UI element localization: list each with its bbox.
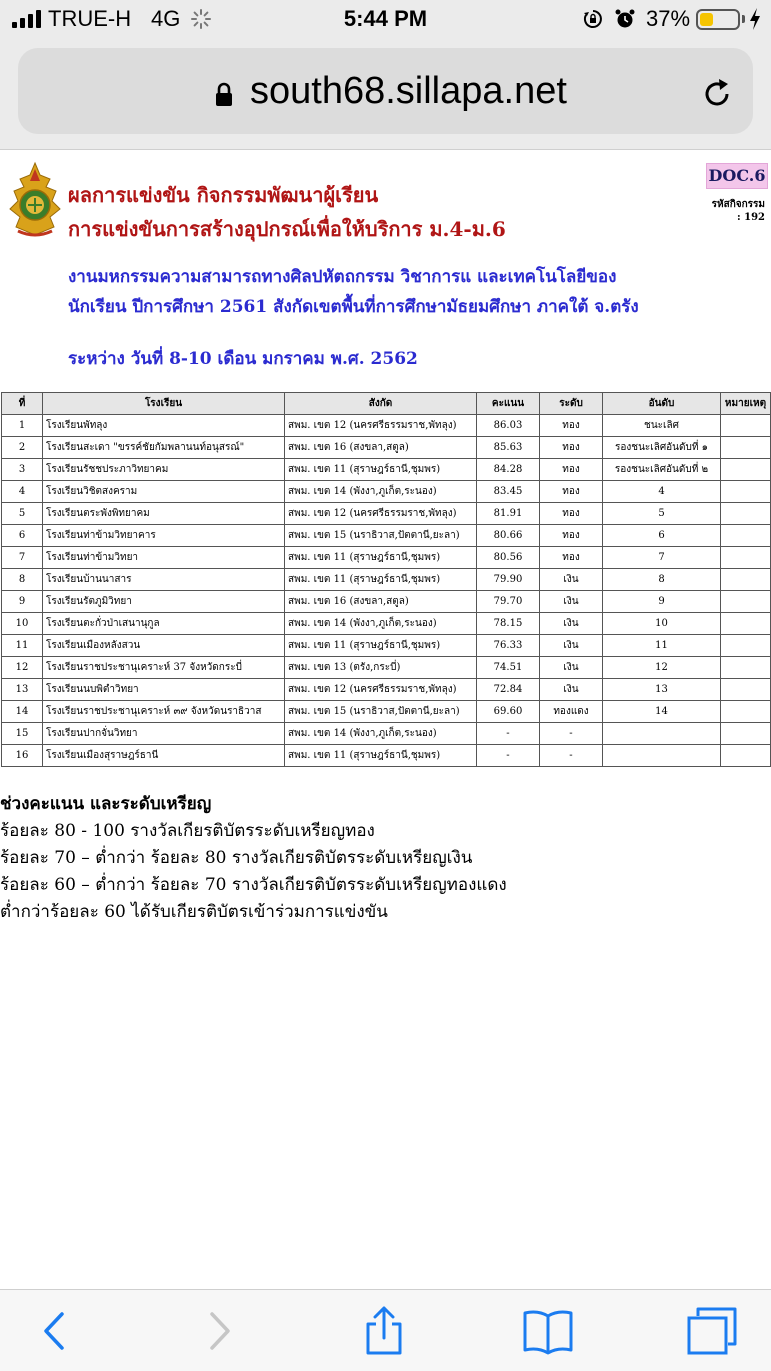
cell-level: -: [540, 745, 603, 767]
cell-score: 78.15: [477, 613, 540, 635]
table-row: [2, 723, 771, 745]
cell-school: โรงเรียนนบพิตำวิทยา: [43, 679, 285, 701]
cell-affiliation: สพม. เขต 11 (สุราษฎร์ธานี,ชุมพร): [285, 745, 477, 767]
cell-school: โรงเรียนราชประชานุเคราะห์ ๓๙ จังหวัดนราธิวาส: [43, 701, 285, 723]
forward-icon[interactable]: [192, 1306, 244, 1356]
address-bar[interactable]: [18, 48, 753, 134]
cell-school: โรงเรียนสะเดา "ขรรค์ชัยกัมพลานนท์อนุสรณ์": [43, 437, 285, 459]
cell-affiliation: สพม. เขต 14 (พังงา,ภูเก็ต,ระนอง): [285, 481, 477, 503]
cell-affiliation: สพม. เขต 11 (สุราษฎร์ธานี,ชุมพร): [285, 459, 477, 481]
activity-code-label: รหัสกิจกรรม: [711, 199, 765, 210]
header-score: คะแนน: [477, 393, 540, 415]
cell-school: โรงเรียนท่าข้ามวิทยาคาร: [43, 525, 285, 547]
cell-remarks: [721, 525, 771, 547]
header-school: โรงเรียน: [43, 393, 285, 415]
cell-remarks: [721, 503, 771, 525]
cell-affiliation: สพม. เขต 16 (สงขลา,สตูล): [285, 437, 477, 459]
cell-school: โรงเรียนรัชชประภาวิทยาคม: [43, 459, 285, 481]
browser-address-area: [0, 40, 771, 150]
cell-rank: 9: [603, 591, 721, 613]
cell-no: 1: [2, 415, 43, 437]
cell-rank: รองชนะเลิศอันดับที่ ๑: [603, 437, 721, 459]
table-row: [2, 635, 771, 657]
cell-score: -: [477, 723, 540, 745]
bookmarks-icon[interactable]: [522, 1306, 574, 1356]
cell-no: 3: [2, 459, 43, 481]
cell-score: 69.60: [477, 701, 540, 723]
cell-school: โรงเรียนรัตภูมิวิทยา: [43, 591, 285, 613]
table-row: [2, 657, 771, 679]
cell-no: 5: [2, 503, 43, 525]
tabs-icon[interactable]: [686, 1306, 738, 1356]
table-row: [2, 591, 771, 613]
status-time: 5:44 PM: [343, 6, 428, 31]
document-page: [0, 151, 771, 1289]
status-bar: [0, 0, 771, 40]
cell-level: ทอง: [540, 525, 603, 547]
cell-rank: 13: [603, 679, 721, 701]
header-level: ระดับ: [540, 393, 603, 415]
cell-no: 9: [2, 591, 43, 613]
cell-rank: 12: [603, 657, 721, 679]
cell-rank: 5: [603, 503, 721, 525]
header-rank: อันดับ: [603, 393, 721, 415]
cell-remarks: [721, 437, 771, 459]
cell-affiliation: สพม. เขต 12 (นครศรีธรรมราช,พัทลุง): [285, 415, 477, 437]
cell-no: 15: [2, 723, 43, 745]
back-icon[interactable]: [30, 1306, 82, 1356]
cell-level: เงิน: [540, 569, 603, 591]
cell-level: ทอง: [540, 503, 603, 525]
cell-score: 83.45: [477, 481, 540, 503]
cell-school: โรงเรียนวิชิตสงคราม: [43, 481, 285, 503]
header-affiliation: สังกัด: [285, 393, 477, 415]
battery-tip: [742, 15, 745, 23]
share-icon[interactable]: [358, 1306, 410, 1356]
cell-no: 16: [2, 745, 43, 767]
table-row: [2, 481, 771, 503]
cell-score: 79.90: [477, 569, 540, 591]
address-url[interactable]: south68.sillapa.net: [250, 70, 567, 112]
legend-heading: ช่วงคะแนน และระดับเหรียญ: [0, 794, 212, 814]
table-row: [2, 745, 771, 767]
cell-level: เงิน: [540, 657, 603, 679]
cell-level: เงิน: [540, 679, 603, 701]
cell-level: เงิน: [540, 613, 603, 635]
cell-affiliation: สพม. เขต 14 (พังงา,ภูเก็ต,ระนอง): [285, 723, 477, 745]
cell-score: 80.56: [477, 547, 540, 569]
cell-remarks: [721, 613, 771, 635]
cell-no: 6: [2, 525, 43, 547]
cell-remarks: [721, 745, 771, 767]
medal-legend: [0, 791, 507, 926]
cell-level: ทอง: [540, 481, 603, 503]
event-date: ระหว่าง วันที่ 8-10 เดือน มกราคม พ.ศ. 2562: [68, 349, 418, 369]
cell-school: โรงเรียนตระพังพิทยาคม: [43, 503, 285, 525]
header-no: ที่: [2, 393, 43, 415]
cell-score: 79.70: [477, 591, 540, 613]
cell-score: 84.28: [477, 459, 540, 481]
cell-no: 2: [2, 437, 43, 459]
table-row: [2, 613, 771, 635]
cell-remarks: [721, 415, 771, 437]
cell-school: โรงเรียนราชประชานุเคราะห์ 37 จังหวัดกระบี่: [43, 657, 285, 679]
battery-icon: [696, 9, 740, 30]
cell-no: 10: [2, 613, 43, 635]
cell-score: 81.91: [477, 503, 540, 525]
results-table-body: [2, 415, 771, 767]
cell-level: เงิน: [540, 591, 603, 613]
cell-affiliation: สพม. เขต 11 (สุราษฎร์ธานี,ชุมพร): [285, 635, 477, 657]
cell-rank: [603, 745, 721, 767]
cell-score: 72.84: [477, 679, 540, 701]
cell-rank: 11: [603, 635, 721, 657]
cell-school: โรงเรียนบ้านนาสาร: [43, 569, 285, 591]
cell-affiliation: สพม. เขต 15 (นราธิวาส,ปัตตานี,ยะลา): [285, 701, 477, 723]
cell-remarks: [721, 547, 771, 569]
cell-level: เงิน: [540, 635, 603, 657]
cell-rank: 6: [603, 525, 721, 547]
legend-line-silver: ร้อยละ 70 – ต่ำกว่า ร้อยละ 80 รางวัลเกียรติบัตรระดับเหรียญเงิน: [0, 848, 473, 868]
cell-no: 13: [2, 679, 43, 701]
cell-remarks: [721, 701, 771, 723]
event-name-line2: นักเรียน ปีการศึกษา 2561 สังกัดเขตพื้นที่การศึกษามัธยมศึกษา ภาคใต้ จ.ตรัง: [68, 297, 639, 317]
cell-level: ทอง: [540, 415, 603, 437]
legend-line-bronze: ร้อยละ 60 – ต่ำกว่า ร้อยละ 70 รางวัลเกียรติบัตรระดับเหรียญทองแดง: [0, 875, 507, 895]
cell-rank: 4: [603, 481, 721, 503]
cell-remarks: [721, 657, 771, 679]
cell-remarks: [721, 635, 771, 657]
header-remarks: หมายเหตุ: [721, 393, 771, 415]
cell-school: โรงเรียนปากจั่นวิทยา: [43, 723, 285, 745]
activity-code-value: : 192: [736, 212, 765, 223]
cell-level: ทอง: [540, 437, 603, 459]
table-row: [2, 525, 771, 547]
cell-rank: 14: [603, 701, 721, 723]
page-title: ผลการแข่งขัน กิจกรรมพัฒนาผู้เรียน: [68, 183, 379, 207]
alarm-icon: [614, 8, 636, 30]
cell-remarks: [721, 459, 771, 481]
cell-affiliation: สพม. เขต 15 (นราธิวาส,ปัตตานี,ยะลา): [285, 525, 477, 547]
legend-line-participation: ต่ำกว่าร้อยละ 60 ได้รับเกียรติบัตรเข้าร่วมการแข่งขัน: [0, 902, 388, 922]
cell-remarks: [721, 723, 771, 745]
event-name-line1: งานมหกรรมความสามารถทางศิลปหัตถกรรม วิชาการแ และเทคโนโลยีของ: [68, 267, 617, 287]
table-row: [2, 569, 771, 591]
cell-affiliation: สพม. เขต 13 (ตรัง,กระบี่): [285, 657, 477, 679]
table-row: [2, 503, 771, 525]
cell-affiliation: สพม. เขต 11 (สุราษฎร์ธานี,ชุมพร): [285, 547, 477, 569]
results-table: [1, 392, 771, 767]
cell-school: โรงเรียนเมืองหลังสวน: [43, 635, 285, 657]
cell-rank: [603, 723, 721, 745]
battery-percent: 37%: [646, 6, 691, 31]
cell-score: 76.33: [477, 635, 540, 657]
cell-remarks: [721, 679, 771, 701]
legend-line-gold: ร้อยละ 80 - 100 รางวัลเกียรติบัตรระดับเหรียญทอง: [0, 821, 375, 841]
carrier-label: TRUE-H: [48, 6, 132, 31]
cell-school: โรงเรียนพัทลุง: [43, 415, 285, 437]
cell-no: 8: [2, 569, 43, 591]
cell-no: 12: [2, 657, 43, 679]
cell-affiliation: สพม. เขต 14 (พังงา,ภูเก็ต,ระนอง): [285, 613, 477, 635]
cell-remarks: [721, 481, 771, 503]
cell-level: -: [540, 723, 603, 745]
school-emblem-logo: [6, 161, 64, 239]
table-row: [2, 415, 771, 437]
cell-affiliation: สพม. เขต 12 (นครศรีธรรมราช,พัทลุง): [285, 679, 477, 701]
cell-score: 86.03: [477, 415, 540, 437]
table-row: [2, 437, 771, 459]
rotation-lock-icon: [583, 9, 603, 29]
cell-rank: ชนะเลิศ: [603, 415, 721, 437]
cell-no: 7: [2, 547, 43, 569]
table-row: [2, 679, 771, 701]
network-type: 4G: [151, 6, 181, 31]
cell-rank: 8: [603, 569, 721, 591]
cell-affiliation: สพม. เขต 16 (สงขลา,สตูล): [285, 591, 477, 613]
charging-bolt-icon: [748, 7, 762, 31]
battery-level-fill: [700, 13, 713, 26]
cell-no: 11: [2, 635, 43, 657]
browser-toolbar: [0, 1289, 771, 1371]
cell-remarks: [721, 591, 771, 613]
cell-score: 85.63: [477, 437, 540, 459]
cell-score: 74.51: [477, 657, 540, 679]
cell-school: โรงเรียนท่าข้ามวิทยา: [43, 547, 285, 569]
cell-score: -: [477, 745, 540, 767]
cell-remarks: [721, 569, 771, 591]
table-row: [2, 459, 771, 481]
lock-icon: [214, 82, 234, 108]
cell-school: โรงเรียนตะกั่วป่าเสนานุกูล: [43, 613, 285, 635]
cell-rank: รองชนะเลิศอันดับที่ ๒: [603, 459, 721, 481]
cell-no: 4: [2, 481, 43, 503]
reload-icon[interactable]: [700, 77, 734, 111]
table-row: [2, 701, 771, 723]
cell-score: 80.66: [477, 525, 540, 547]
cell-level: ทองแดง: [540, 701, 603, 723]
table-row: [2, 547, 771, 569]
cell-affiliation: สพม. เขต 12 (นครศรีธรรมราช,พัทลุง): [285, 503, 477, 525]
page-subtitle: การแข่งขันการสร้างอุปกรณ์เพื่อให้บริการ ม.4-ม.6: [68, 217, 506, 241]
cell-affiliation: สพม. เขต 11 (สุราษฎร์ธานี,ชุมพร): [285, 569, 477, 591]
doc-badge: DOC.6: [706, 163, 768, 189]
cell-level: ทอง: [540, 547, 603, 569]
cell-school: โรงเรียนเมืองสุราษฎร์ธานี: [43, 745, 285, 767]
cell-rank: 10: [603, 613, 721, 635]
table-header-row: [2, 393, 771, 415]
cell-rank: 7: [603, 547, 721, 569]
cell-level: ทอง: [540, 459, 603, 481]
cell-no: 14: [2, 701, 43, 723]
